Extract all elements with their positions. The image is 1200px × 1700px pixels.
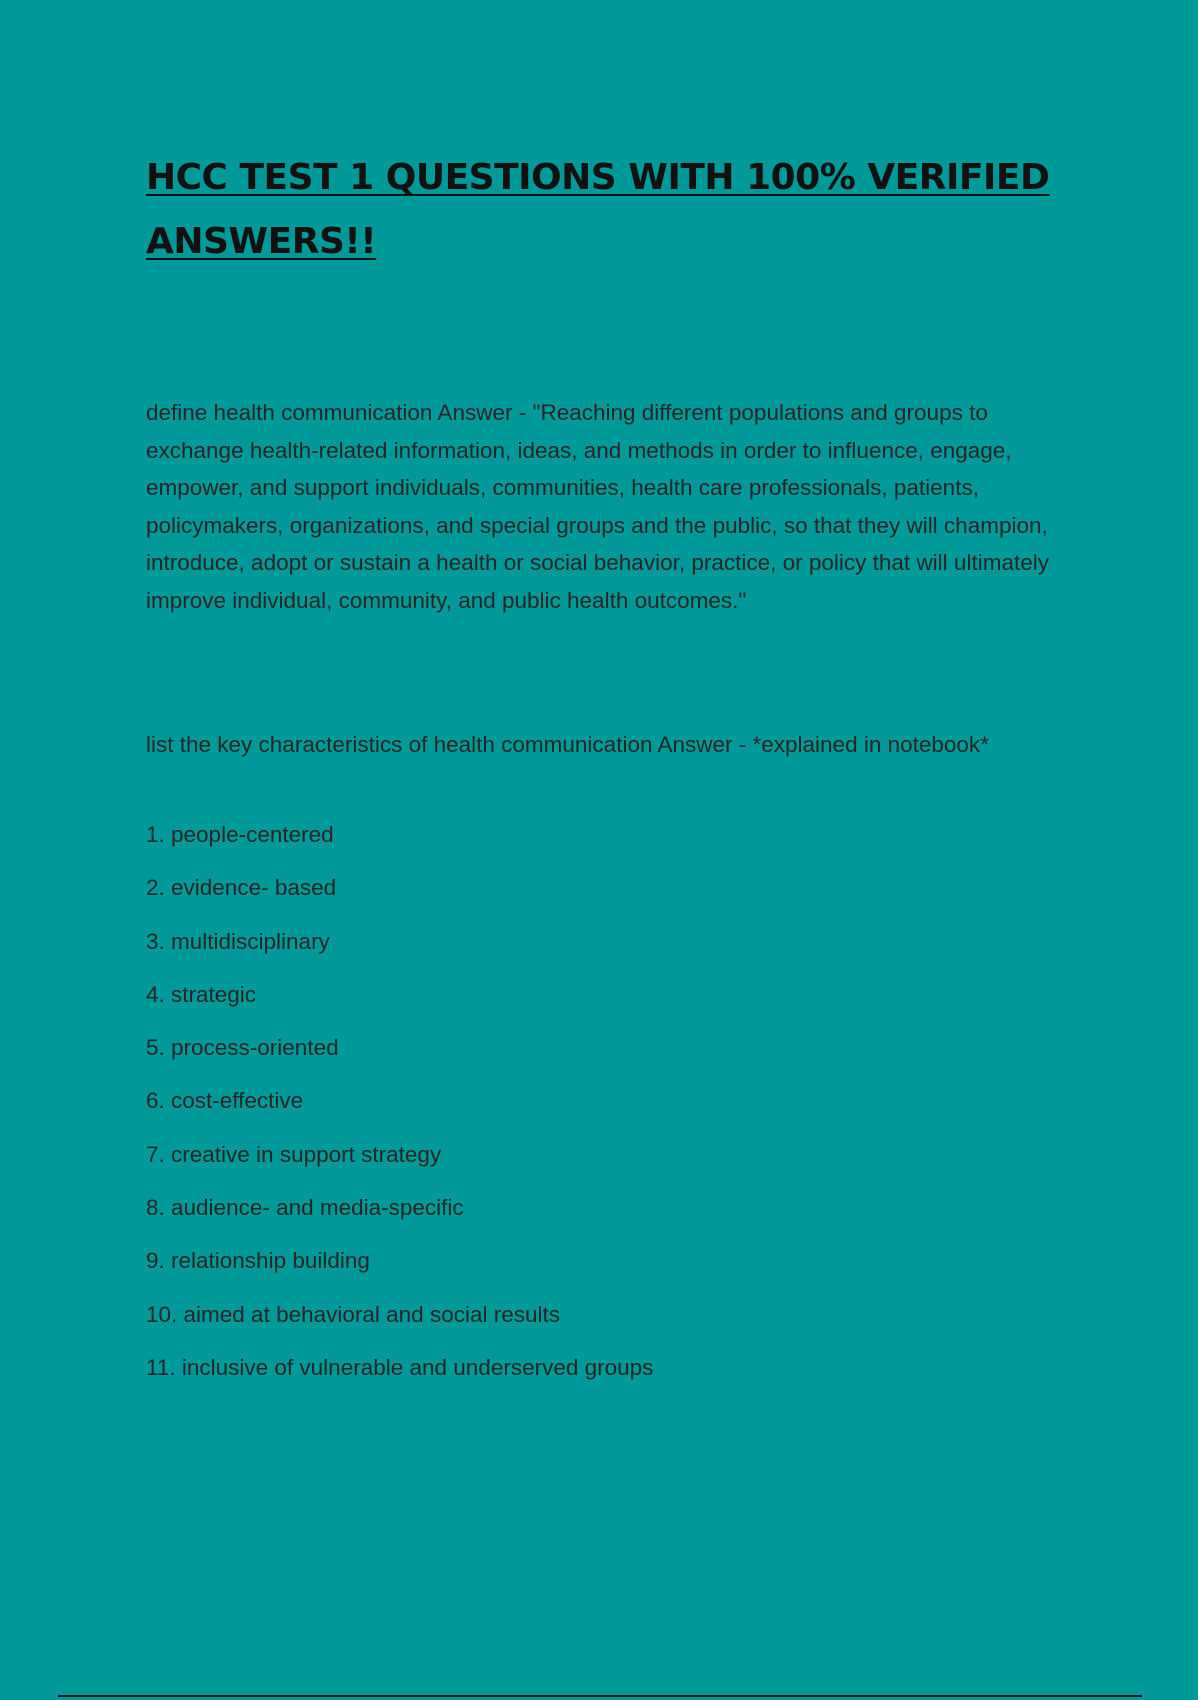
list-item: 11. inclusive of vulnerable and underserved groups — [146, 1354, 654, 1380]
list-item: 8. audience- and media-specific — [146, 1195, 464, 1221]
list-item: 3. multidisciplinary — [146, 928, 330, 954]
document-title: HCC TEST 1 QUESTIONS WITH 100% VERIFIED ANSWERS!! — [146, 157, 1050, 262]
list-item: 6. cost-effective — [146, 1088, 304, 1114]
list-item: 7. creative in support strategy — [146, 1141, 442, 1167]
list-item: 1. people-centered — [146, 822, 334, 847]
list-item: 2. evidence- based — [146, 875, 337, 901]
question-characteristics: list the key characteristics of health communication Answer - *explained in notebook* — [146, 732, 989, 757]
question-definition: define health communication Answer - "Reaching different populations and groups to exchange health-related information, ideas, and methods in order to influence, engage, empower, and support individuals, communities, health care professionals, patients, policymakers, organizations, and special groups and the public, so that they will champion, introduce, adopt or sustain a health or social behavior, practice, or policy that will ultimately improve individual, community, and public health outcomes." — [146, 400, 1049, 613]
list-item: 10. aimed at behavioral and social results — [146, 1301, 560, 1327]
footer-divider — [58, 1695, 1142, 1697]
list-item: 5. process-oriented — [146, 1035, 339, 1061]
list-item: 4. strategic — [146, 981, 257, 1007]
list-item: 9. relationship building — [146, 1248, 370, 1274]
characteristics-list — [146, 816, 1066, 1402]
